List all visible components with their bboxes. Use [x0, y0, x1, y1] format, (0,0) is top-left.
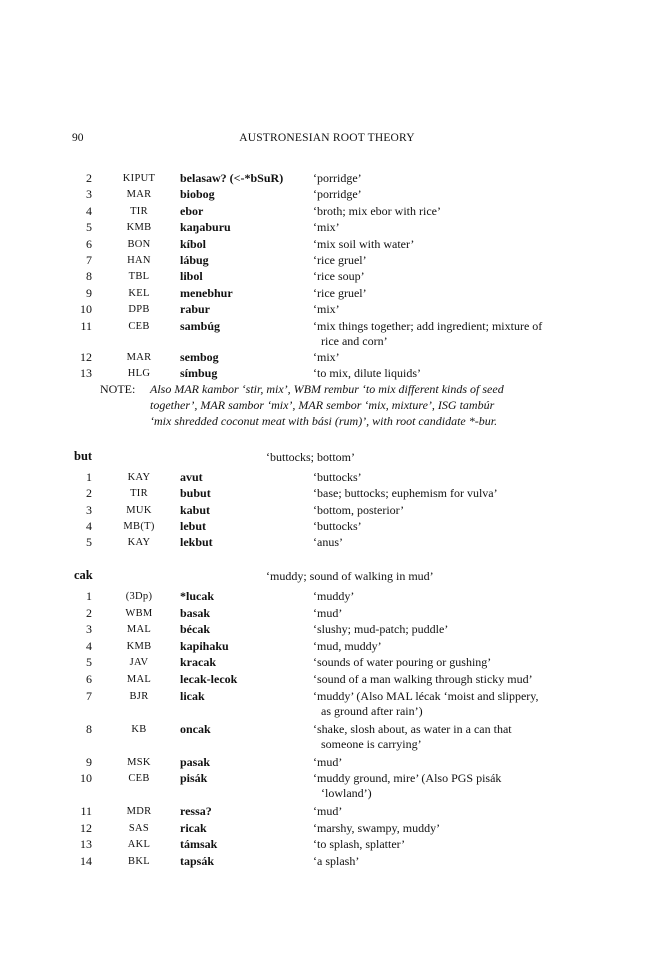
gloss-text: ‘rice soup’ — [313, 269, 365, 284]
lexical-form: lebut — [180, 518, 207, 533]
gloss-text: ‘mix’ — [313, 302, 340, 317]
language-code: TIR — [130, 488, 148, 500]
gloss-text: ‘to mix, dilute liquids’ — [313, 366, 421, 380]
entry-number: 1 — [86, 470, 92, 484]
gloss-text: ‘muddy ground, mire’ (Also PGS pisák — [313, 771, 502, 786]
lexical-form: kracak — [180, 655, 216, 670]
lexical-form: símbug — [180, 366, 218, 380]
language-code: BON — [127, 238, 151, 250]
entry-number: 11 — [80, 804, 92, 819]
gloss-text: ‘a splash’ — [313, 854, 360, 868]
entry-number: 4 — [86, 638, 92, 653]
lexical-form: bécak — [180, 622, 210, 637]
entry-number: 12 — [80, 820, 92, 835]
entry-number: 10 — [80, 771, 92, 786]
gloss-text: ‘marshy, swampy, muddy’ — [313, 820, 441, 835]
lexical-form: basak — [180, 605, 211, 620]
entry-number: 5 — [86, 220, 92, 235]
lexical-form: kabut — [180, 502, 211, 517]
entry-number: 10 — [80, 302, 92, 317]
gloss-text: ‘mix things together; add ingredient; mixture of — [313, 318, 543, 333]
entry-number: 3 — [86, 502, 92, 517]
gloss-text: ‘mix soil with water’ — [313, 236, 415, 251]
root-gloss-cak: ‘muddy; sound of walking in mud’ — [266, 569, 434, 583]
gloss-text: ‘rice gruel’ — [313, 253, 367, 267]
gloss-text: ‘mud’ — [313, 605, 343, 620]
lexical-form: tapsák — [180, 854, 215, 868]
language-code: HLG — [127, 368, 151, 379]
lexical-form: kaŋaburu — [180, 220, 231, 235]
gloss-text: ‘muddy’ (Also MAL lécak ‘moist and slippery, — [313, 688, 539, 703]
gloss-text: ‘mud’ — [313, 804, 343, 819]
gloss-continuation: as ground after rain’) — [321, 703, 423, 718]
entry-number: 2 — [86, 605, 92, 620]
entry-number: 8 — [86, 269, 92, 284]
lexical-form: licak — [180, 688, 205, 703]
lexical-form: pasak — [180, 754, 211, 769]
lexical-form: lecak-lecok — [180, 672, 238, 686]
entry-number: 3 — [86, 622, 92, 637]
entry-number: 9 — [86, 285, 92, 300]
language-code: TBL — [128, 271, 150, 283]
language-code: MAR — [126, 189, 152, 201]
entry-number: 4 — [86, 518, 92, 533]
lexical-form: lekbut — [180, 535, 213, 550]
gloss-text: ‘mix’ — [313, 220, 340, 235]
gloss-text: ‘broth; mix ebor with rice’ — [313, 203, 441, 218]
lexical-form: avut — [180, 470, 203, 484]
gloss-text: ‘sounds of water pouring or gushing’ — [313, 655, 492, 670]
entry-number: 13 — [80, 837, 92, 852]
language-code: JAV — [129, 657, 149, 669]
lexical-form: sambúg — [180, 318, 221, 333]
language-code: WBM — [125, 607, 153, 619]
language-code: KAY — [127, 537, 151, 549]
lexical-form: *lucak — [180, 589, 215, 603]
lexical-form: ricak — [180, 820, 207, 835]
lexical-form: oncak — [180, 721, 211, 736]
entry-number: 1 — [86, 589, 92, 603]
language-code: SAS — [128, 822, 150, 834]
entry-number: 5 — [86, 535, 92, 550]
gloss-text: ‘mud’ — [313, 754, 343, 769]
entry-number: 8 — [86, 721, 92, 736]
gloss-text: ‘to splash, splatter’ — [313, 837, 406, 852]
lexical-form: támsak — [180, 837, 218, 852]
language-code: (3Dp) — [125, 591, 153, 602]
lexical-form: ressa? — [180, 804, 212, 819]
gloss-text: ‘shake, slosh about, as water in a can that — [313, 721, 512, 736]
root-heading-but: but — [74, 449, 93, 463]
entry-number: 12 — [80, 349, 92, 364]
entry-number: 6 — [86, 236, 92, 251]
language-code: CEB — [128, 320, 150, 332]
lexical-form: bubut — [180, 486, 211, 501]
root-gloss-but: ‘buttocks; bottom’ — [266, 450, 355, 464]
language-code: MSK — [127, 756, 151, 768]
language-code: MAL — [126, 674, 152, 685]
lexical-form: biobog — [180, 187, 215, 202]
root-heading-cak: cak — [74, 568, 93, 582]
gloss-text: ‘base; buttocks; euphemism for vulva’ — [313, 486, 498, 501]
lexical-form: kapihaku — [180, 638, 229, 653]
running-title: AUSTRONESIAN ROOT THEORY — [239, 132, 415, 144]
lexical-form: libol — [180, 269, 203, 284]
lexical-form: lábug — [180, 253, 209, 267]
language-code: AKL — [127, 839, 151, 851]
entry-number: 4 — [86, 203, 92, 218]
language-code: MAR — [126, 351, 152, 363]
gloss-text: ‘rice gruel’ — [313, 285, 367, 300]
gloss-text: ‘muddy’ — [313, 589, 355, 603]
language-code: HAN — [127, 255, 151, 266]
entry-number: 2 — [86, 486, 92, 501]
gloss-continuation: rice and corn’ — [321, 333, 388, 348]
language-code: BKL — [128, 856, 150, 867]
gloss-continuation: ‘lowland’) — [321, 786, 372, 801]
entry-number: 9 — [86, 754, 92, 769]
lexical-form: kíbol — [180, 236, 207, 251]
entry-number: 14 — [80, 854, 92, 868]
language-code: KMB — [126, 222, 152, 234]
entry-number: 3 — [86, 187, 92, 202]
language-code: TIR — [130, 205, 148, 217]
language-code: MB(T) — [123, 520, 155, 532]
language-code: KMB — [126, 640, 152, 652]
language-code: BJR — [129, 690, 149, 702]
gloss-text: ‘mix’ — [313, 349, 340, 364]
gloss-text: ‘mud, muddy’ — [313, 638, 382, 653]
language-code: KEL — [128, 287, 150, 299]
gloss-text: ‘porridge’ — [313, 187, 362, 202]
entry-number: 2 — [86, 171, 92, 185]
note-label: NOTE: — [100, 382, 136, 396]
language-code: DPB — [128, 304, 150, 316]
note-line-3: ‘mix shredded coconut meat with bási (rum)’, with root candidate *-bur. — [150, 414, 498, 428]
lexical-form: ebor — [180, 203, 204, 218]
gloss-text: ‘slushy; mud-patch; puddle’ — [313, 622, 449, 637]
entry-number: 7 — [86, 253, 92, 267]
lexical-form: sembog — [180, 349, 219, 364]
entry-number: 11 — [80, 318, 92, 333]
language-code: MAL — [126, 624, 152, 636]
gloss-continuation: someone is carrying’ — [321, 736, 422, 751]
gloss-text: ‘anus’ — [313, 535, 343, 550]
gloss-text: ‘buttocks’ — [313, 470, 362, 484]
lexical-form: rabur — [180, 302, 210, 317]
language-code: KAY — [127, 472, 151, 483]
lexical-form: belasaw? (<-*bSuR) — [180, 171, 284, 185]
lexical-form: menebhur — [180, 285, 233, 300]
gloss-text: ‘sound of a man walking through sticky mud’ — [313, 672, 533, 686]
page-number: 90 — [72, 132, 84, 144]
language-code: MUK — [126, 504, 152, 516]
lexical-form: pisák — [180, 771, 208, 786]
note-line-1: Also MAR kambor ‘stir, mix’, WBM rembur ‘to mix different kinds of seed — [150, 382, 504, 396]
entry-number: 5 — [86, 655, 92, 670]
note-line-2: together’, MAR sambor ‘mix’, MAR sembor ‘mix, mixture’, ISG tambúr — [150, 398, 495, 412]
gloss-text: ‘buttocks’ — [313, 518, 362, 533]
language-code: KIPUT — [122, 173, 156, 184]
entry-number: 6 — [86, 672, 92, 686]
language-code: CEB — [128, 773, 150, 785]
language-code: MDR — [126, 806, 152, 818]
entry-number: 13 — [80, 366, 92, 380]
entry-number: 7 — [86, 688, 92, 703]
page-header — [72, 132, 582, 148]
language-code: KB — [131, 723, 147, 735]
gloss-text: ‘porridge’ — [313, 171, 362, 185]
gloss-text: ‘bottom, posterior’ — [313, 502, 405, 517]
